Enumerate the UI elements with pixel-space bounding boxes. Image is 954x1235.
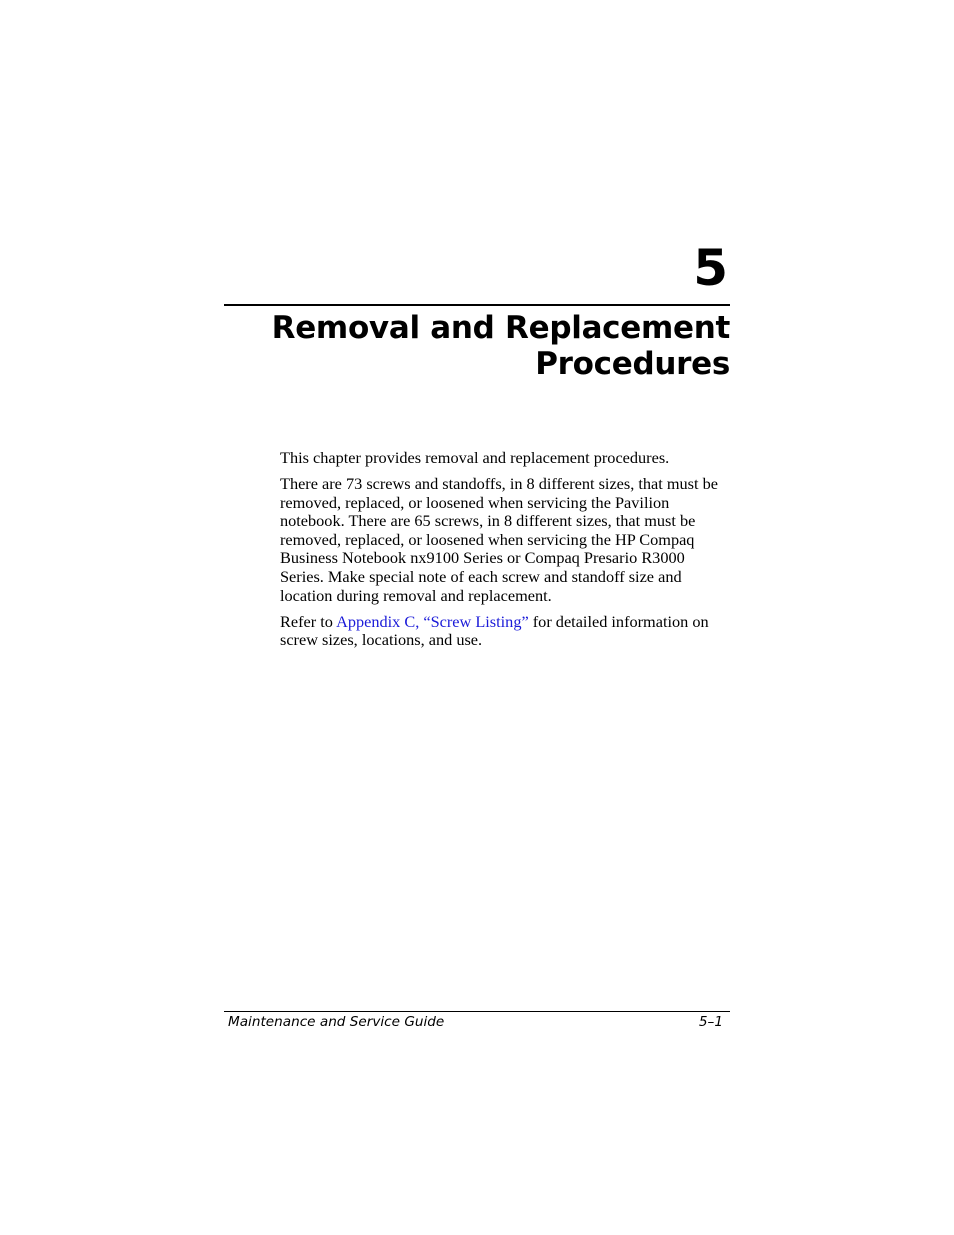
intro-paragraph: This chapter provides removal and replacement procedures. (280, 448, 670, 467)
footer-page-number: 5–1 (698, 1014, 723, 1030)
chapter-title-line1: Removal and Replacement (271, 310, 730, 346)
appendix-c-link[interactable]: Appendix C, “Screw Listing” (336, 611, 529, 631)
screw-paragraph: There are 73 screws and standoffs, in 8 different sizes, that must be removed, replaced, or loosened when servicing the Pavilion notebook. There are 65 screws, in 8 different sizes, that must be removed, replaced, or loosened when servicing the HP Compaq Business Notebook nx9100 Series or Compaq Presario R3000 Series. Make special note of each screw and standoff size and location during removal and replacement. (280, 474, 718, 605)
chapter-title-line2: Procedures (535, 346, 730, 382)
chapter-title (272, 310, 730, 382)
chapter-number: 5 (693, 239, 728, 297)
footer-rule (224, 1011, 730, 1012)
body-text (280, 449, 726, 657)
reference-suffix: for detailed information on screw sizes, locations, and use. (280, 611, 709, 650)
chapter-rule (224, 304, 730, 306)
reference-paragraph (280, 613, 726, 650)
footer-guide-title: Maintenance and Service Guide (228, 1014, 445, 1030)
reference-prefix: Refer to (280, 611, 337, 631)
